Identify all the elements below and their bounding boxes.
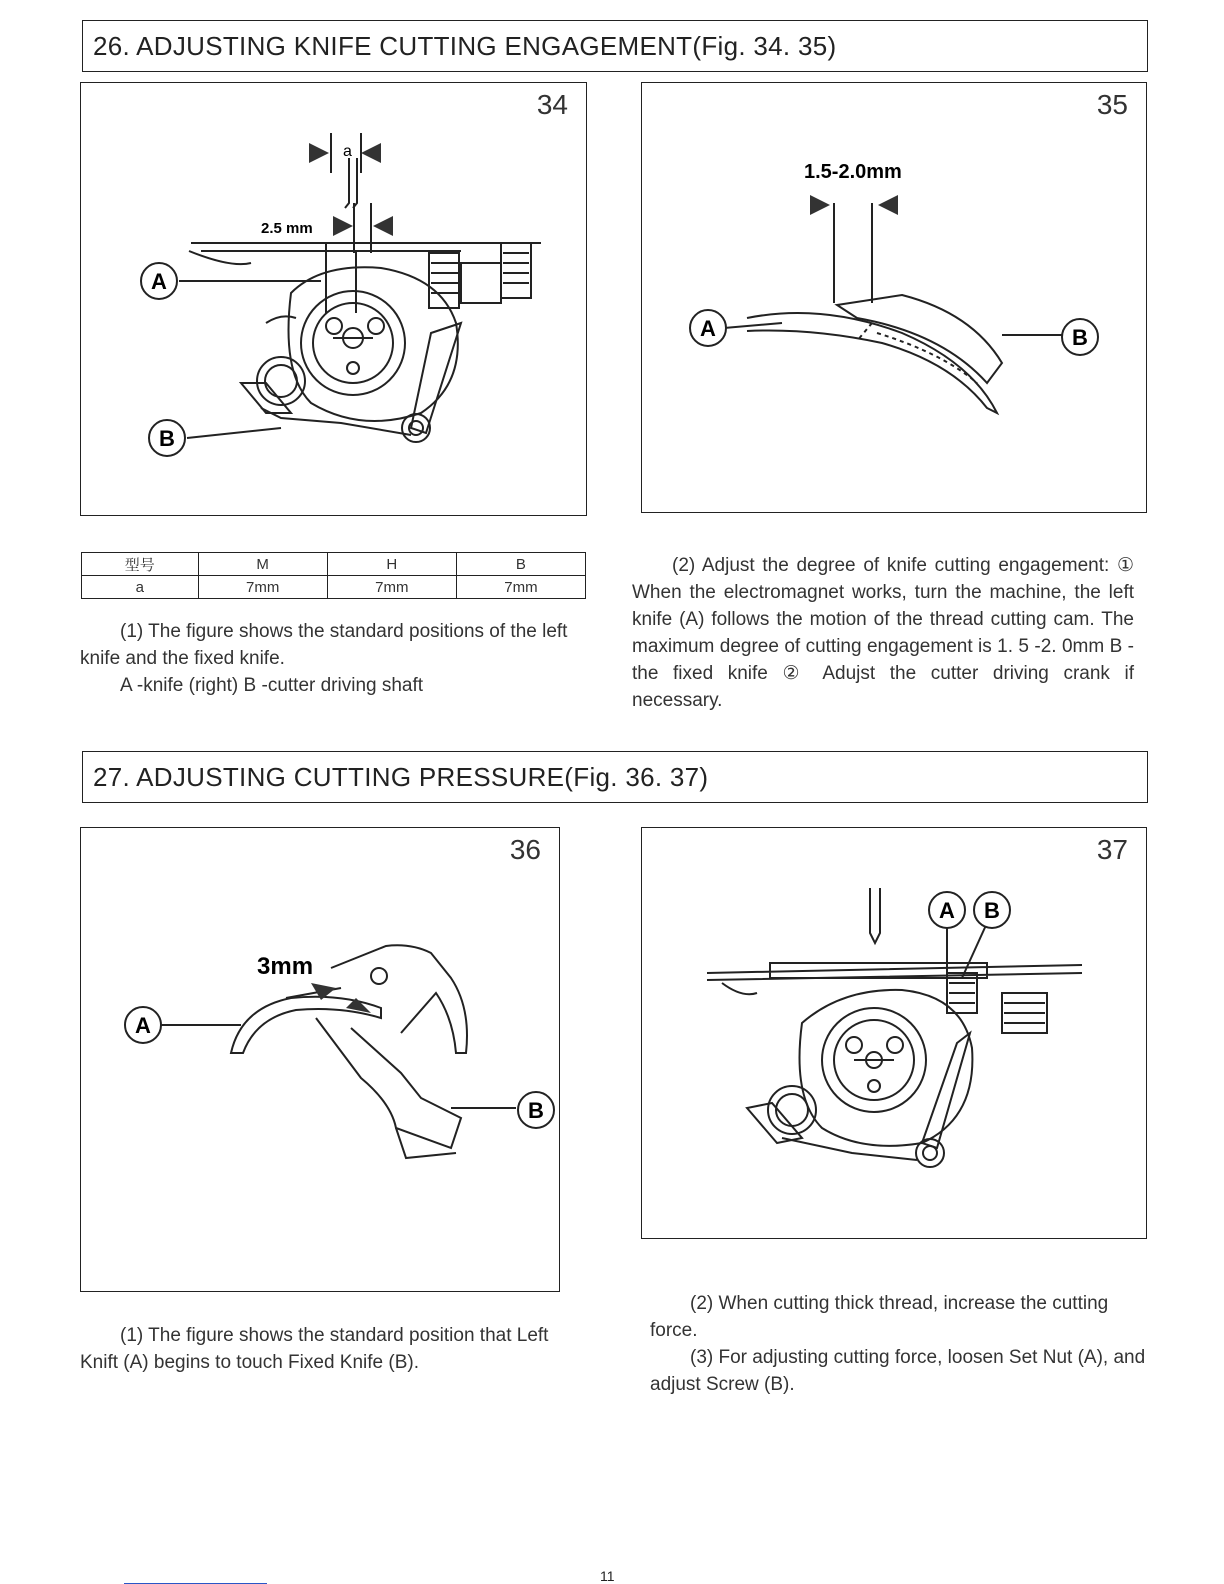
fig34-callout-b: B <box>159 426 175 451</box>
section-27-title: 27. ADJUSTING CUTTING PRESSURE(Fig. 36. 37) <box>82 751 1148 803</box>
table-header-cell: 型号 <box>82 553 199 576</box>
table-row <box>82 553 586 576</box>
arrow-left-a <box>309 143 329 163</box>
figure-37-number: 37 <box>1096 834 1128 865</box>
fig36-callout-b: B <box>528 1098 544 1123</box>
figure-34 <box>80 82 587 516</box>
fig36-dim-label: 3mm <box>257 953 314 980</box>
figure-36-number: 36 <box>509 834 541 865</box>
paragraph: (2) Adjust the degree of knife cutting engagement: ① When the electromagnet works, turn the machine, the left knife (A) follows the motion of the thread cutting cam. The maximum degree of cutting engagement is 1. 5 -2. 0mm B -the fixed knife ② Adujst the cutter driving crank if necessary. <box>632 555 1134 711</box>
figure-37 <box>641 827 1147 1239</box>
fig35-callout-a: A <box>700 316 716 341</box>
section-26-left-text <box>80 618 586 699</box>
table-cell: 7mm <box>456 576 585 599</box>
paragraph: A -knife (right) B -cutter driving shaft <box>120 675 424 696</box>
table-row <box>82 576 586 599</box>
section-26-title: 26. ADJUSTING KNIFE CUTTING ENGAGEMENT(Fig. 34. 35) <box>82 20 1148 72</box>
figure-35-number: 35 <box>1096 89 1128 120</box>
section-27-right-text <box>650 1290 1150 1398</box>
fig35-callout-b: B <box>1072 325 1088 350</box>
table-header-cell: M <box>198 553 327 576</box>
fig37-callout-b: B <box>984 898 1000 923</box>
table-cell: 7mm <box>327 576 456 599</box>
paragraph: (1) The figure shows the standard position that Left Knift (A) begins to touch Fixed Knife (B). <box>80 1325 549 1373</box>
paragraph: (3) For adjusting cutting force, loosen Set Nut (A), and adjust Screw (B). <box>650 1347 1146 1395</box>
figure-34-drawing <box>81 83 585 514</box>
arrow-right-a <box>361 143 381 163</box>
figure-35 <box>641 82 1147 513</box>
fig37-callout-a: A <box>939 898 955 923</box>
fig34-dim-a: a <box>343 143 352 160</box>
page-number: 11 <box>600 1568 615 1584</box>
table-header-cell: H <box>327 553 456 576</box>
fig36-callout-a: A <box>135 1013 151 1038</box>
table-cell: a <box>82 576 199 599</box>
spec-table <box>81 552 586 599</box>
fig35-dim-label: 1.5-2.0mm <box>804 161 902 183</box>
section-27-left-text <box>80 1322 586 1376</box>
table-header-cell: B <box>456 553 585 576</box>
paragraph: (2) When cutting thick thread, increase the cutting force. <box>650 1293 1109 1341</box>
figure-36 <box>80 827 560 1292</box>
table-cell: 7mm <box>198 576 327 599</box>
figure-36-drawing <box>81 828 558 1290</box>
paragraph: (1) The figure shows the standard positions of the left knife and the fixed knife. <box>80 621 568 669</box>
section-26-right-text <box>632 552 1134 714</box>
figure-34-number: 34 <box>536 89 568 120</box>
fig34-callout-a: A <box>151 269 167 294</box>
fig34-dim-label: 2.5 mm <box>261 220 313 237</box>
figure-37-drawing <box>642 828 1145 1237</box>
figure-35-drawing <box>642 83 1145 511</box>
